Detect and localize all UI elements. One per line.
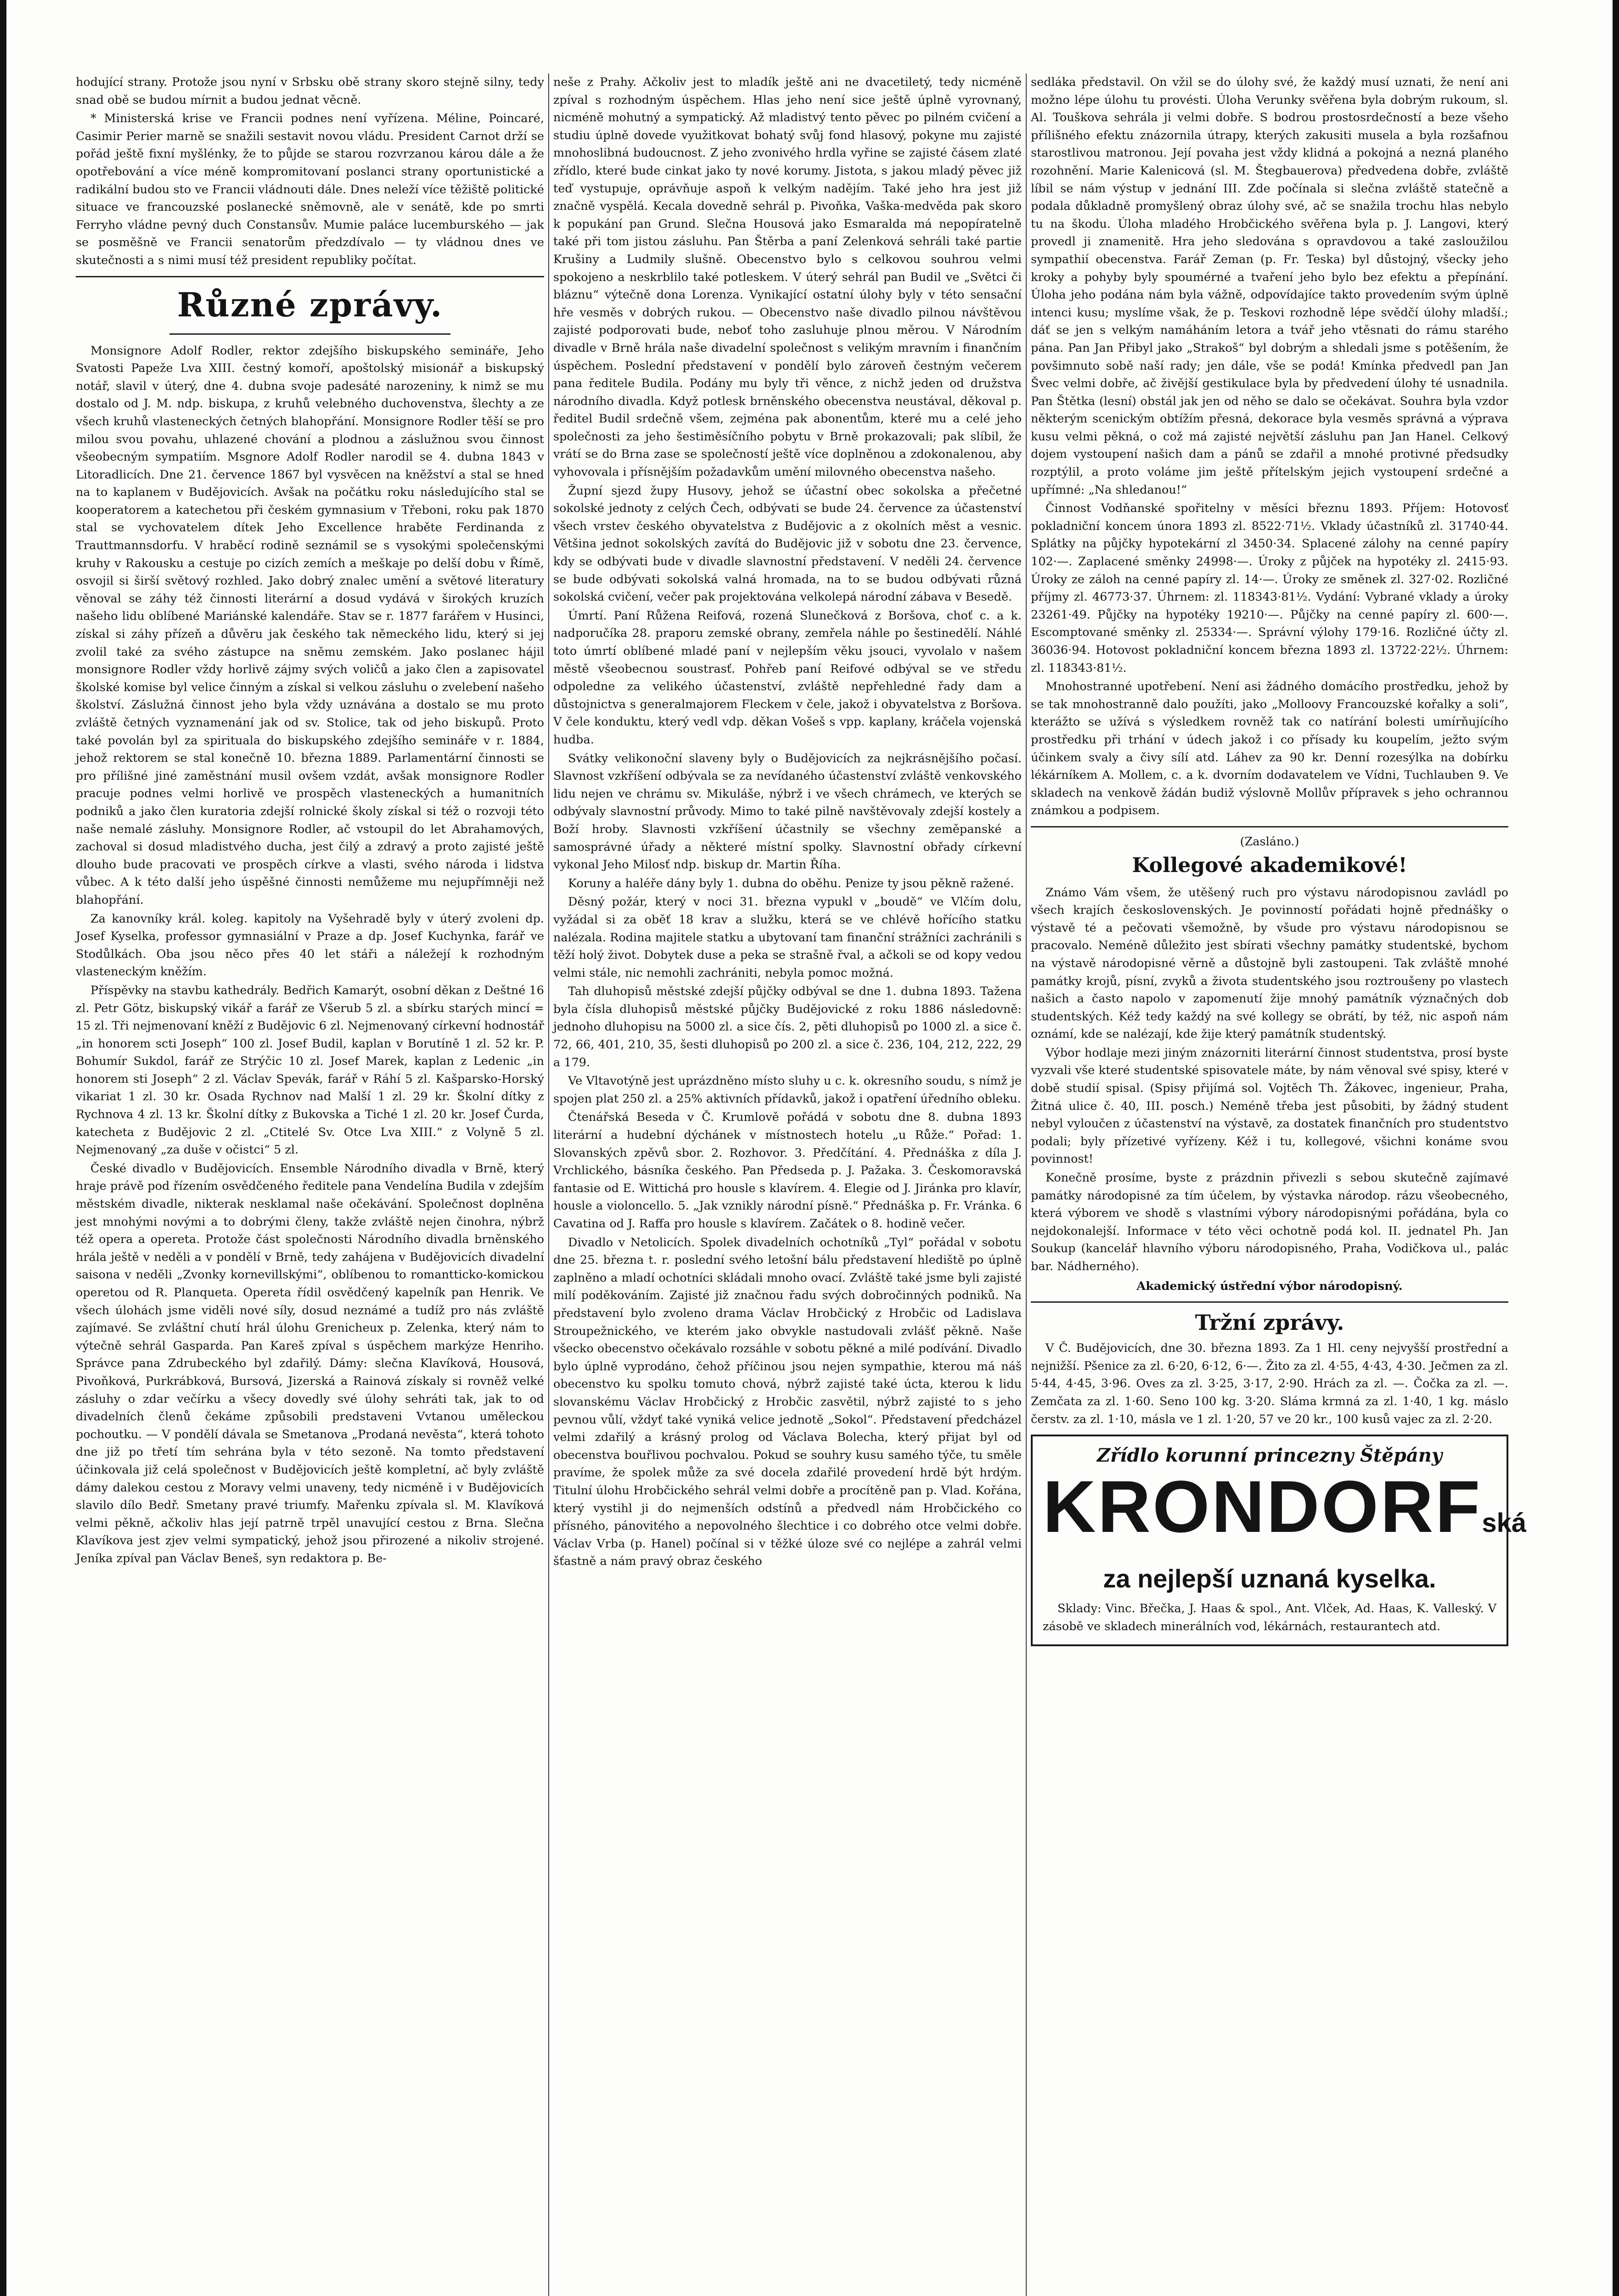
column-rule-1 [548,73,549,2296]
news-item: Ve Vltavotýně jest uprázdněno místo sluhy u c. k. okresního soudu, s nímž je spojen plat 250 zl. a 25% aktivních přídavků, jakož i opatření úředního obleku. [553,1074,1022,1106]
column-rule-2 [1026,73,1027,2296]
ad-brand-suffix: ská [1482,1508,1527,1538]
divider [1031,1301,1508,1303]
column-3 [1031,73,1527,1646]
news-item: neše z Prahy. Ačkoliv jest to mladík ještě ani ne dvacetiletý, tedy nicméně zpíval s rozhodným úspěchem. Hlas jeho není sice ještě úplně vyrovnaný, nicméně mohutný a sympatický. Až mladistvý tento pěvec po pilném cvičení a studiu úplně dovede využitkovat bohatý svůj fond hlasový, pokyne mu zajisté mnohoslibná budoucnost. Z jeho zvonivého hrdla vyřine se zajisté čásem zlaté zřídlo, které bude cinkat jako ty nové korumy. Jistota, s jakou mladý pěvec již teď vystupuje, oprávňuje aspoň k velkým nadějím. Také jeho hra jest již značně vyspělá. Kecala dovedně sehrál p. Pivoňka, Vaška-medvěda pak skoro k popukání pan Grund. Slečna Housová jako Esmaralda má nepopíratelně také při tom jistou zásluhu. Pan Štěrba a paní Zelenková sehráli také partie Krušiny a Ludmily slušně. Obecenstvo bylo s celkovou souhrou velmi spokojeno a neskrblilo také potleskem. V úterý sehrál pan Budil ve „Světci či bláznu“ výtečně dona Lorenza. Vynikající ostatní úlohy byly v této sensační hře vesměs v dobrých rukou. — Obecenstvo naše divadlo pilnou návštěvou zajisté podporovati bude, neboť toho zasluhuje plnou měrou. V Národním divadle v Brně hrála naše divadelní společnost s velikým mravním i finančním úspěchem. Poslední představení v pondělí bylo zároveň čestným večerem pana ředitele Budila. Podány mu byly tři věnce, z nichž jeden od družstva národního divadla. Když potlesk brněnského obecenstva neustával, děkoval p. ředitel Budil srdečně všem, zejména pak abonentům, které mu a celé jeho společnosti za jeho šestiměsíčního pobytu v Brně prokazovali; pak slíbil, že vrátí se do Brna zase se společností ještě více doplněnou a zdokonalenou, aby vyhovovala i přísnějším požadavkům umění milovného obecenstva našeho. [553,75,1022,479]
news-item: České divadlo v Budějovicích. Ensemble Národního divadla v Brně, který hraje právě pod řízením osvědčeného ředitele pana Vendelína Budila v zdejším městském divadle, nikterak nesklamal naše očekávání. Společnost doplněna jest mnohými novými a to dobrými členy, takže zvláště nejen činohra, nýbrž též opera a opereta. Protože část společnosti Národního divadla brněnského hrála ještě v neděli a v pondělí v Brně, tedy zahájena v Budějovicích divadelní saisona v neděli „Zvonky kornevillskými“, oblíbenou to romantticko-komickou operetou od R. Planqueta. Opereta řídil osvědčený kapelník pan Henrik. Ve všech úlohách jsme viděli nové síly, dosud neznámé a tudíž pro nás zvláště zajímavé. Se zvláštní chutí hrál úlohu Grenicheux p. Zelenka, který nám to výtečně sehrál Gasparda. Pan Kareš zpíval s úspěchem markýze Henriho. Správce pana Zdrubeckého byl zdařilý. Dámy: slečna Klavíková, Housová, Pivoňková, Purkrábková, Bursová, Jizerská a Rainová získaly si rovněž velké zásluhy o zdar večírku a všecy dovedly své úlohy sehráti tak, jak to od divadelních členů čekáme způsobili predstaveni Vvtanou uměleckou pochoutku. — V pondělí dávala se Smetanova „Prodaná nevěsta“, která tohoto dne již po třetí tím sehrána byla v této sezoně. Na tomto představení účinkovala již celá společnost v Budějovicích ještě kompletní, ač byly zvláště dámy dalekou cestou z Moravy velmi unaveny, tedy nicméně i v Budějovicích slavilo dílo Bedř. Smetany pravé triumfy. Mařenku zpívala sl. M. Klavíková velmi pěkně, ačkoliv hlas její patrně trpěl unavující cestou z Brna. Slečna Klavíkova jest zjev velmi sympatický, jehož jsou přirozené a nikoliv strojené. Jeníka zpíval pan Václav Beneš, syn redaktora p. Be- [76,1161,544,1565]
scan-edge-left [0,0,6,2296]
section-title: Různé zprávy. [177,285,443,324]
trh-text: V Č. Budějovicích, dne 30. března 1893. Za 1 Hl. ceny nejvyšší prostřední a nejnižší. Pšenice za zl. 6·20, 6·12, 6·—. Žito za zl. 4·55, 4·43, 4·30. Ječmen za zl. 5·44, 4·45, 3·96. Oves za zl. 3·25, 3·17, 2·90. Hrách za zl. —. Čočka za zl. —. Zemčata za zl. 1·60. Seno 100 kg. 3·20. Sláma krmná za zl. 1·40, 1 kg. máslo čerstv. za zl. 1·10, másla ve 1 zl. 1·20, 57 ve 20 kr., 100 kusů vajec za zl. 2·20. [1031,1341,1508,1426]
ad-brand [1043,1465,1527,1562]
ad-text: Sklady: Vinc. Břečka, J. Haas & spol., Ant. Vlček, Ad. Haas, K. Valleský. V zásobě ve skladech minerálních vod, lékárnách, restaurantech atd. [1043,1602,1496,1633]
scan-edge-right [1613,0,1619,2296]
trh-title: Tržní zprávy. [1195,1310,1344,1335]
news-item: Za kanovníky král. koleg. kapitoly na Vyšehradě byly v úterý zvoleni dp. Josef Kyselka, professor gymnasiální v Praze a dp. Josef Kuchynka, farář ve Stodůlkách. Oba jsou něco přes 40 let stáři a náležejí k rozhodným vlasteneckým kněžím. [76,912,544,979]
news-item: Župní sjezd župy Husovy, jehož se účastní obec sokolska a přečetné sokolské jednoty z celých Čech, odbývati se bude 24. července za účastenství všech vrstev českého obyvatelstva z Budějovic a z okolních měst a vesnic. Většina jednot sokolských zavítá do Budějovic již v sobotu dne 23. července, kdy se odbývati bude v divadle slavnostní představení. V neděli 24. července se bude odbývati sokolská valná hromada, na to se budou odbývati různá sokolská cvičení, večer pak projektována velkolepá národní zábava v Besedě. [553,484,1022,604]
news-item: Čtenářská Beseda v Č. Krumlově pořádá v sobotu dne 8. dubna 1893 literární a hudební dýchánek v místnostech hotelu „u Růže.“ Pořad: 1. Slovanských zpěvů sbor. 2. Rozhovor. 3. Předčítání. 4. Přednáška z díla J. Vrchlického, básníka českého. Pan Předseda p. J. Pažaka. 3. Českomoravská fantasie od E. Wittichá pro housle s klavírem. 4. Elegie od J. Jiránka pro klavír, housle a violoncello. 5. „Jak vznikly národní písně.“ Přednáška p. Fr. Vránka. 6 Cavatina od J. Raffa pro housle s klavírem. Začátek o 8. hodině večer. [553,1110,1022,1231]
kollegove-text: Výbor hodlaje mezi jiným znázorniti literární činnost studentstva, prosí byste vyzvali vše které studentské spisovatele máte, by nám věnoval své spisy, které v době studií spisal. (Spisy přijímá sol. Vojtěch Th. Žákovec, ingenieur, Praha, Žitná ulice č. 40, III. posch.) Neméně třeba jest působiti, by žádný student nebyl vyloučen z účastenství na výstavě, za dostatek finančních pro studentstvo podali; byly přízetivé vyřízeny. Kéž i tu, kollegové, všichni konáme svou povinnost! [1031,1046,1508,1166]
news-item: Děsný požár, který v noci 31. března vypukl v „boudě“ ve Vlčím dolu, vyžádal si za oběť 18 krav a služku, která se ve chlévě hořícího statku nalézala. Rodina majitele statku a ubytovaní tam finanční strážníci zachránili s těží holý život. Dobytek duse a peka se strašně řval, a ačkoli se od kopy vedou velmi stále, nic nemohli zachrániti, nebyla pomoc možná. [553,895,1022,980]
news-item: Svátky velikonoční slaveny byly o Budějovicích za nejkrásnějšího počasí. Slavnost vzkříšení odbývala se za nevídaného účastenství zvláště venkovského lidu nejen ve chrámu sv. Mikuláše, nýbrž i ve všech chrámech, ve kterých se odbývaly slavnostní průvody. Mimo to také pilně navštěvovaly zdejší kostely a Boží hroby. Slavnosti vzkříšení účastnily se všechny zeměpanské a samosprávné úřady a některé místní spolky. Slavnostní obřady církevní vykonal Jeho Milosť ndp. biskup dr. Martin Říha. [553,751,1022,872]
ad-brand-name: KRONDORF [1043,1465,1482,1548]
news-item: sedláka představil. On vžil se do úlohy své, že každý musí uznati, že není ani možno lépe úlohu tu provésti. Úloha Verunky svěřena byla dobrým rukoum, sl. Al. Touškova sehrála ji velmi dobře. S bodrou prostosrdečností a beze všeho přílišného efektu znázornila útrapy, kterých zakusiti musela a byla rozšafnou starostlivou matronou. Její povaha jest vždy klidná a pokojná a nezná planého rozohnění. Marie Kalenicová (sl. M. Štegbauerova) předvedena dobře, zvláště líbil se nám výstup v jednání III. Zde počínala si slečna zvláště statečně a podala důkladně promyšlený obraz úlohy své, ač se snažila trochu hlas nebylo tu na škodu. Úloha mladého Hrobčického svěřena byla p. J. Langovi, který provedl ji znamenitě. Hra jeho sledována s opravdovou a také zasloužilou sympathií obecenstva. Farář Zeman (p. Fr. Teska) byl důstojný, všecky jeho kroky a pohyby byly spoumérné a tvaření jeho bylo bez efektu a přepínání. Úloha jeho podána nám byla vážně, odpovídajíce takto provedením svým úplně intenci kusu; myslíme však, že p. Teskovi rozhodně lépe svědčí úlohy mladší.; dáť se jen s velkým namáháním letora a tvář jeho vtěsnati do rámu starého pána. Pan Jan Přibyl jako „Strakoš“ byl dobrým a shledali jsme s potěšením, že povšimnuto sobě naší rady; jen dále, vše se podá! Kmínka předvedl pan Jan Švec velmi dobře, ač živější gestikulace byla by předvedení úlohy té usnadnila. Pan Štětka (lesní) obstál jak jen od něho se dalo se očekávat. Souhra byla vzdor některým scenickým obtížím přesná, dekorace byla vesměs správná a výprava kusu velmi pěkná, o což má zajisté největší zásluhu pan Jan Hanel. Celkový dojem vystoupení našich dam a pánů se zdařil a mnohé protivné předsudky rozptýlil, a proto voláme jim ještě přítelským jejich vystoupení srdečné a upřímné: „Na shledanou!“ [1031,75,1508,497]
article-text: hodující strany. Protože jsou nyní v Srbsku obě strany skoro stejně silny, tedy snad obě se budou mírnit a budou jednat věcně. [76,75,544,107]
ad-headline: Zřídlo korunní princezny Štěpány [1096,1445,1443,1467]
news-item: Činnost Vodňanské spořitelny v měsíci březnu 1893. Příjem: Hotovosť pokladniční koncem února 1893 zl. 8522·71½. Vklady účastníků zl. 31740·44. Splátky na půjčky hypotekární zl 3450·34. Splacené zálohy na cenné papíry 102·—. Zaplacené směnky 24998·—. Úroky z půjček na hypotéky zl. 2415·93. Úroky ze záloh na cenné papíry zl. 14·—. Úroky ze směnek zl. 327·02. Rozličné příjmy zl. 46773·37. Úhrnem: zl. 118343·81½. Vydání: Vybrané vklady a úroky 23261·49. Půjčky na hypotéky 19210·—. Půjčky na cenné papíry zl. 600·—. Escomptované směnky zl. 25334·—. Správní výlohy 179·16. Rozličné účty zl. 36036·94. Hotovost pokladniční koncem března 1893 zl. 13722·22½. Úhrnem: zl. 118343·81½. [1031,501,1508,675]
news-item: Tah dluhopisů městské zdejší půjčky odbýval se dne 1. dubna 1893. Tažena byla čísla dluhopisů městské půjčky Budějovické z roku 1886 následovně: jednoho dluhopisu na 5000 zl. a sice čís. 2, pěti dluhopisů po 1000 zl. a sice č. 72, 66, 401, 210, 35, šesti dluhopisů po 200 zl. a sice č. 236, 104, 212, 222, 29 a 179. [553,985,1022,1069]
kollegove-signature: Akademický ústřední výbor národopisný. [1136,1279,1403,1293]
news-item: Divadlo v Netolicích. Spolek divadelních ochotníků „Tyl“ pořádal v sobotu dne 25. března t. r. poslední svého letošní bálu představení hlediště po úplně zaplněno a mladí ochotníci skládali mnoho ovací. Zvláště také jsme byli zajisté milí poděkováním. Zajisté již značnou řadu svých dobročinných podniků. Na představení bylo zvoleno drama Václav Hrobčický z Hrobčic od Ladislava Stroupežnického, ve kterém jako obvykle nastudovali zvlášť pěkně. Naše všecko obecenstvo očekávalo rozsáhle v sobotu pěkné a milé podívání. Divadlo bylo úplně vyprodáno, čehož příčinou jsou nejen sympathie, kterou má náš obecenstvo ku spolku tomuto chová, nýbrž zajisté také úcta, kterou k lidu slovanskému Václav Hrobčický z Hrobčic zasvětil, nýbrž zajisté to s jeho pevnou vůlí, vždyť také vyniká velice jednotě „Sokol“. Představení předcházel velmi zdařilý a krásný prolog od Václava Bolecha, který přijat byl od obecenstva bouřlivou pochvalou. Pokud se souhry kusu samého týče, tu směle pravíme, že spolek může za své docela zdařilé provedení hrdě být hrdým. Titulní úlohu Hrobčického sehrál velmi dobře a procítěně pan p. Vlad. Kořána, který vystihl ji do nejmenších odstínů a předvedl nám Hrobčického co přísného, pánovitého a nepovolného šlechtice i co dobrého otce velmi dobře. Václav Vrba (p. Hanel) počínal si v těžké úloze své co nejlépe a zahrál velmi šťastně a nám pravý obraz českého [553,1235,1022,1569]
kollegove-title: Kollegové akademikové! [1132,853,1407,877]
news-item: Monsignore Adolf Rodler, rektor zdejšího biskupského semináře, Jeho Svatosti Papeže Lva XIII. čestný komoří, apoštolský misionář a biskupský notář, slavil v úterý, dne 4. dubna svoje padesáté narozeniny, k nimž se mu dostalo od J. M. ndp. biskupa, z kruhů velebného duchovenstva, šlechty a ze všech kruhů vlasteneckých četných blahopřání. Monsignore Rodler těší se pro milou svou povahu, uhlazené chování a plodnou a záslužnou svou činnost všeobecným sympatiím. Msgnore Adolf Rodler narodil se 4. dubna 1843 v Litoradlicích. Dne 21. července 1867 byl vysvěcen na kněžství a stal se hned na to kaplanem v Budějovicích. Avšak na počátku roku následujícího stal se kooperatorem a katechetou při českém gymnasium v Třeboni, roku pak 1870 stal se vychovatelem dítek Jeho Excellence hraběte Ferdinanda z Trauttmannsdorfu. V hraběcí rodině seznámil se s vysokými společenskými kruhy v Rakousku a cestuje po cizích zemích a meškaje po delší dobu v Římě, osvojil si širší světový rozhled. Jako dobrý znalec umění a světové literatury věnoval se záhy též činnosti literární a dosud vydává v širokých kruzích našeho lidu oblíbené Mariánské kalendáře. Stav se r. 1877 farářem v Husinci, získal si záhy přízeň a důvěru jak českého tak německého lidu, který si jej zvolil také za svého zástupce na sněmu zemském. Jako poslanec hájil monsignore Rodler vždy horlivě zájmy svých voličů a jako člen a zapisovatel školské komise byl velice činným a získal si velkou zásluhu o zvelebení našeho školství. Záslužná činnost jeho byla vždy uznávána a dostalo se mu proto zvláště četných vyznamenání jak od sv. Stolice, tak od jeho biskupů. Proto také povolán byl za spirituala do biskupského zdejšího semináře v r. 1884, jehož rektorem se stal konečně 10. března 1889. Parlamentární činnosti se pro přílišné jiné zaměstnání musil ovšem vzdát, avšak monsignore Rodler pracuje podnes velmi horlivě ve prospěch vlasteneckých a humanitních podniků a jako člen kuratoria zdejší rolnické školy získal si též o rozvoji této naše nemalé zásluhy. Monsignore Rodler, ač vstoupil do let Abrahamových, zachoval si dosud mladistvého ducha, jest čilý a zdravý a proto zajisté ještě dlouho bude pracovati ve prospěch církve a vlasti, svého národa i lidstva vůbec. A k této další jeho úspěšné činnosti nemůžeme mu nejupřímněji než blahopřání. [76,343,544,907]
news-item: Koruny a haléře dány byly 1. dubna do oběhu. Penize ty jsou pěkně ražené. [568,876,1014,890]
news-item: Příspěvky na stavbu kathedrály. Bedřich Kamarýt, osobní děkan z Deštné 16 zl. Petr Götz, biskupský vikář a farář ze Všerub 5 zl. a sbírku starých mincí = 15 zl. Tři nejmenovaní kněží z Budějovic 6 zl. Nejmenovaný církevní hodnostář „in honorem scti Joseph“ 100 zl. Josef Budil, kaplan v Borutíně 1 zl. 52 kr. P. Bohumír Sukdol, farář ze Strýčic 10 zl. Josef Marek, kaplan z Ledenic „in honorem sti Joseph“ 2 zl. Václav Spevák, farář v Ráhí 5 zl. Kašparsko-Horský vikariat 1 zl. 30 kr. Osada Rychnov nad Malší 1 zl. 29 kr. Školní dítky z Rychnova 4 zl. 13 kr. Školní dítky z Bukovska a Tiché 1 zl. 20 kr. Josef Čurda, katecheta z Budějovic 2 zl. „Ctitelé Sv. Otce Lva XIII.“ z Volyně 5 zl. Nejmenovaný „za duše v očistci“ 5 zl. [76,983,544,1157]
divider [76,276,544,277]
news-item: Mnohostranné upotřebení. Není asi žádného domácího prostředku, jehož by se tak mnohostranně dalo použíti, jako „Molloovy Francouzské kořalky a soli“, kterážto se užívá s výsledkem rovněž tak co natírání bolesti umírňujícího prostředku při trhání v údech jakož i co přísady ku koupelím, ježto svým účinkem svaly a čivy sílí atd. Láhev za 90 kr. Denní rozesýlka na dobírku lékárníkem A. Mollem, c. a k. dvorním dodavatelem ve Vídni, Tuchlauben 9. Ve skladech na venkově žádán budiž výslovně Mollův přípravek s jeho ochrannou známkou a podpisem. [1031,680,1508,818]
zaslano-label: (Zasláno.) [1240,834,1299,849]
divider [169,333,450,335]
ad-slogan: za nejlepší uznaná kyselka. [1103,1564,1436,1593]
kollegove-text: Konečně prosíme, byste z prázdnin přivezli s sebou skutečně zajímavé památky národopisné za tím účelem, by výstavka národop. rázu všeobecného, která výborem ve shodě s vlastními výbory národopisnými pořádána, byla co nejdokonalejší. Informace v této věci ochotně podá kol. II. jednatel Ph. Jan Soukup (kancelář hlavního výboru národopisného, Praha, Vodičkova ul., palác bar. Nádherného). [1031,1171,1508,1273]
krondorf-advertisement [1031,1435,1527,1646]
column-2 [553,73,1022,1571]
divider [1031,826,1508,827]
kollegove-text: Známo Vám všem, že utěšený ruch pro výstavu národopisnou zavládl po všech krajích československých. Je povinností pořádati hojně přednášky o výstavě té a pečovati všemožně, by všude pro výstavu národopisnou se pracovalo. Neméně důležito jest sbírati všechny památky studentské, bychom na výstavě národopisné věrně a důstojně byli zastoupeni. Tak zvláště mnohé památky krojů, písní, zvyků a života studentského jsou roztroušeny po vlastech našich a často napolo v zapomenutí žije mnohý památník význačných dob studentských. Kéž tedy každý na své kollegy se obrátí, by též, nic aspoň nám oznámí, kde se nalézají, kde žije který památník studentský. [1031,885,1508,1041]
column-1 [76,73,544,1569]
article-text: * Ministerská krise ve Francii podnes není vyřízena. Méline, Poincaré, Casimir Perier marně se snažili sestavit novou vládu. President Carnot drží se pořád ještě fixní myšlénky, že to půjde se starou rozvrzanou károu dále a že opotřebování a více méně kompromitovaní poslanci strany oportunistické a radikální budou sto ve Francii vládnouti dále. Dnes neleží více těžiště politické situace ve francouzské poslanecké sněmovně, ale v senátě, kde po smrti Ferryho vládne pevný duch Constansův. Mumie paláce lucemburského — jak se posměšně ve Francii senatorům předzdívalo — ty vládnou dnes ve skutečnosti a s nimi musí též president republiky počítat. [76,112,544,267]
news-item: Úmrtí. Paní Růžena Reifová, rozená Slunečková z Boršova, choť c. a k. nadporučíka 28. praporu zemské obrany, zemřela náhle po šestinedělí. Náhlé toto úmrtí oblíbené mladé paní v nejlepším věku jsouci, vyvolalo v našem městě všeobecnou soustrasť. Pohřeb paní Reifové odbýval se ve středu odpoledne za velikého účastenství, zvláště nepřehledné řady dam a důstojnictva s generalmajorem Fleckem v čele, jakož i obyvatelstva z Boršova. V čele konduktu, který vedl vdp. děkan Vošeš s vpp. kaplany, kráčela vojenská hudba. [553,608,1022,747]
